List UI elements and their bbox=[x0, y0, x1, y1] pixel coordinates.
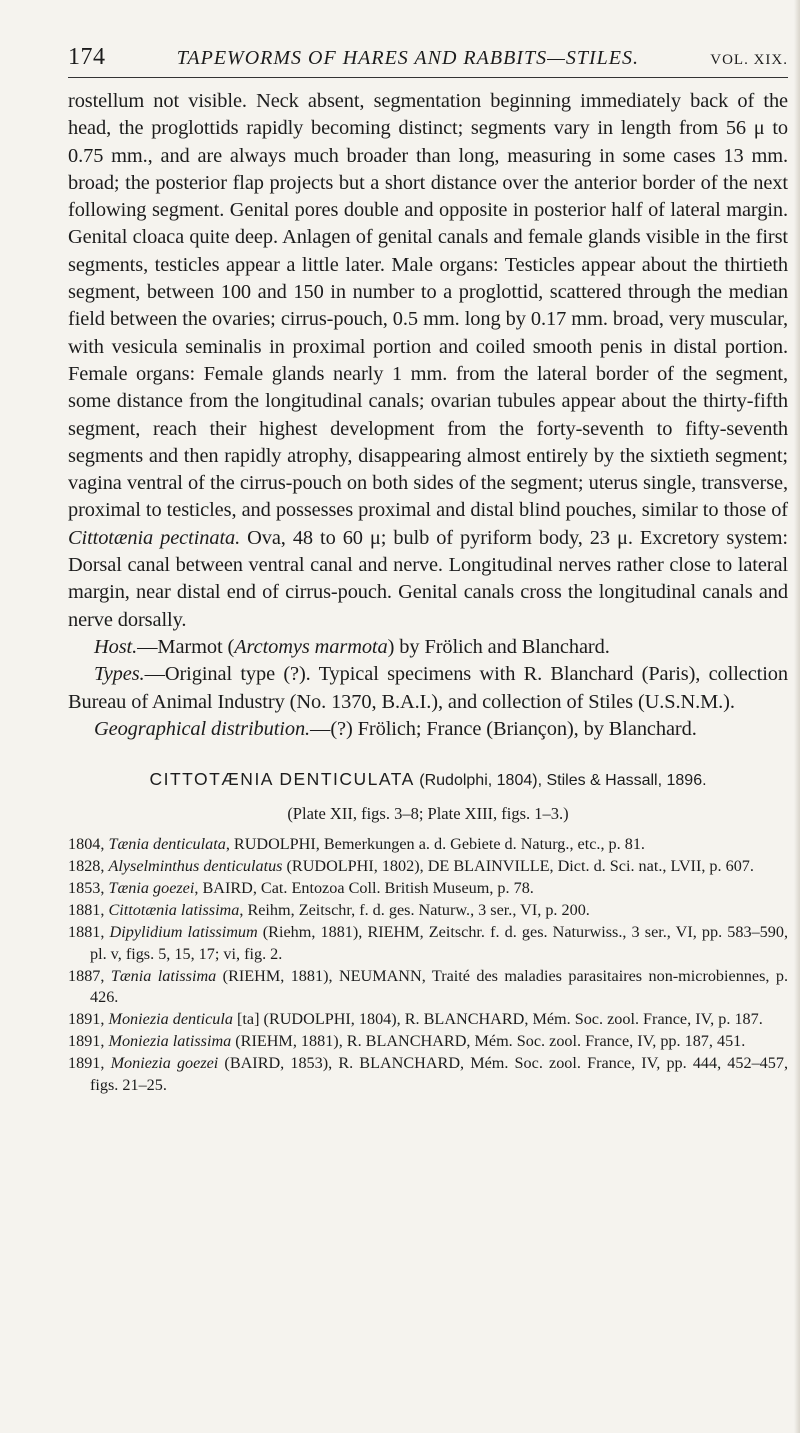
page-edge-shadow bbox=[794, 0, 800, 1433]
species-name: CITTOTÆNIA DENTICULATA bbox=[149, 769, 415, 790]
synonymy-entry: 1804, Tænia denticulata, RUDOLPHI, Bemerkungen a. d. Gebiete d. Naturg., etc., p. 81. bbox=[68, 835, 645, 854]
running-title: TAPEWORMS OF HARES AND RABBITS—STILES. bbox=[176, 47, 639, 69]
synonymy-entry: 1828, Alyselminthus denticulatus (RUDOLPHI, 1802), DE BLAINVILLE, Dict. d. Sci. nat., LVII, p. 607. bbox=[68, 857, 754, 876]
synonymy-entry: 1881, Dipylidium latissimum (Riehm, 1881), RIEHM, Zeitschr. f. d. ges. Naturwiss., 3 ser., VI, pp. 583–590, pl. v, figs. 5, 15, 17; vi, fig. 2. bbox=[68, 922, 788, 963]
paragraph-description: rostellum not visible. Neck absent, segmentation beginning immediately back of the head, the proglottids rapidly becoming distinct; segments vary in length from 56 μ to 0.75 mm., and are always much broader than long, measuring in some cases 13 mm. broad; the posterior flap projects but a short distance over the anterior border of the next following segment. Genital pores double and opposite in posterior half of lateral margin. Genital cloaca quite deep. Anlagen of genital canals and female glands visible in the first segments, testicles appear a little later. Male organs: Testicles appear about the thirtieth segment, between 100 and 150 in number to a proglottid, scattered through the median field between the ovaries; cirrus-pouch, 0.5 mm. long by 0.17 mm. broad, very muscular, with vesicula seminalis in proximal portion and coiled smooth penis in distal portion. Female organs: Female glands nearly 1 mm. from the lateral border of the segment, some distance from the longitudinal canals; ovarian tubules appear about the thirty-fifth segment, reach their highest development from the forty-seventh to fifty-seventh segments and then rapidly atrophy, disappearing almost entirely by the sixtieth segment; vagina ventral of the cirrus-pouch on both sides of the segment; uterus single, transverse, proximal to testicles, and possesses proximal and distal blind pouches, similar to those of Cittotænia pectinata. Ova, 48 to 60 μ; bulb of pyriform body, 23 μ. Excretory system: Dorsal canal between ventral canal and nerve. Longitudinal nerves rather close to lateral margin, near distal end of cirrus-pouch. Genital canals cross the longitudinal canals and nerve dorsally. bbox=[68, 90, 788, 631]
synonymy-entry: 1891, Moniezia denticula [ta] (RUDOLPHI, 1804), R. BLANCHARD, Mém. Soc. zool. France, IV, p. 187. bbox=[68, 1010, 763, 1029]
paragraph-host: Host.—Marmot (Arctomys marmota) by Frölich and Blanchard. bbox=[94, 635, 610, 658]
synonymy-entry: 1891, Moniezia latissima (RIEHM, 1881), R. BLANCHARD, Mém. Soc. zool. France, IV, pp. 187, 451. bbox=[68, 1032, 746, 1051]
synonymy-list bbox=[68, 834, 788, 1097]
page-number: 174 bbox=[68, 44, 106, 70]
synonymy-entry: 1887, Tænia latissima (RIEHM, 1881), NEUMANN, Traité des maladies parasitaires non-microbiennes, p. 426. bbox=[68, 966, 788, 1007]
document-page bbox=[68, 44, 788, 1097]
synonymy-entry: 1853, Tænia goezei, BAIRD, Cat. Entozoa Coll. British Museum, p. 78. bbox=[68, 878, 534, 897]
species-authority: (Rudolphi, 1804), Stiles & Hassall, 1896. bbox=[414, 772, 707, 790]
paragraph-distribution: Geographical distribution.—(?) Frölich; France (Briançon), by Blanchard. bbox=[94, 717, 697, 740]
synonymy-entry: 1891, Moniezia goezei (BAIRD, 1853), R. BLANCHARD, Mém. Soc. zool. France, IV, pp. 444, 452–457, figs. 21–25. bbox=[68, 1054, 788, 1095]
synonymy-entry: 1881, Cittotænia latissima, Reihm, Zeitschr, f. d. ges. Naturw., 3 ser., VI, p. 200. bbox=[68, 900, 590, 919]
species-heading bbox=[68, 769, 788, 790]
volume-label: VOL. XIX. bbox=[710, 52, 788, 68]
plate-reference: (Plate XII, figs. 3–8; Plate XIII, figs. 1–3.) bbox=[287, 804, 569, 824]
body-text bbox=[68, 88, 788, 743]
paragraph-types: Types.—Original type (?). Typical specimens with R. Blanchard (Paris), collection Bureau of Animal Industry (No. 1370, B.A.I.), and collection of Stiles (U.S.N.M.). bbox=[68, 663, 788, 713]
running-header bbox=[68, 44, 788, 78]
